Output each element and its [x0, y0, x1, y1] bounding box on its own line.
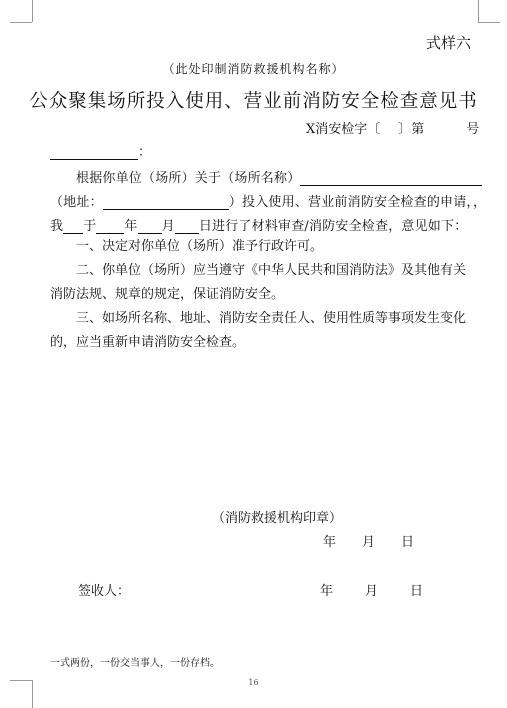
org-blank[interactable]	[63, 219, 83, 234]
addressee-colon: ：	[138, 145, 152, 160]
opinion-item-3: 三、如场所名称、地址、消防安全责任人、使用性质等事项发生变化的，应当重新申请消防安全检查。	[50, 311, 467, 350]
doc-number-close: 〕第	[398, 122, 425, 137]
day-blank[interactable]	[175, 219, 199, 234]
issue-month-label: 月	[362, 535, 376, 550]
crop-mark-top-left-h	[10, 22, 32, 23]
year-blank[interactable]	[96, 219, 124, 234]
sign-day-label: 日	[410, 584, 424, 599]
issue-day-label: 日	[401, 535, 415, 550]
seal-label: （消防救援机构印章）	[212, 511, 343, 526]
address-blank[interactable]	[103, 195, 229, 210]
year-label: 年	[124, 219, 138, 234]
crop-mark-top-left-v	[32, 0, 33, 22]
agency-name-placeholder: （此处印制消防救援机构名称）	[162, 62, 345, 76]
crop-mark-top-right-h	[478, 22, 500, 23]
sign-year-label: 年	[320, 584, 334, 599]
month-label: 月	[161, 219, 175, 234]
addressee-blank[interactable]	[50, 145, 138, 160]
body-line-1	[76, 167, 482, 186]
month-blank[interactable]	[138, 219, 162, 234]
style-label: 式样六	[426, 34, 472, 52]
signee-label: 签收人：	[78, 584, 131, 599]
opinion-item-1: 一、决定对你单位（场所）准予行政许可。	[76, 239, 324, 254]
date-on: 于	[83, 219, 97, 234]
opinion-item-2: 二、你单位（场所）应当遵守《中华人民共和国消防法》及其他有关消防法规、规章的规定，保证消防安全。	[50, 263, 467, 302]
addressee-line	[50, 141, 151, 160]
document-title: 公众聚集场所投入使用、营业前消防安全检查意见书	[29, 91, 478, 112]
body-line-3	[50, 215, 467, 234]
doc-number-prefix: X消安检字〔	[306, 122, 381, 137]
address-open: （地址：	[50, 195, 103, 210]
body-line-3-text: 日进行了材料审查/消防安全检查，意见如下：	[198, 219, 468, 234]
venue-name-blank[interactable]	[300, 171, 482, 186]
crop-mark-top-right-v	[478, 0, 479, 22]
document-number	[306, 118, 479, 137]
doc-number-suffix: 号	[466, 122, 480, 137]
org-prefix: 我	[50, 219, 64, 234]
body-line-2	[50, 191, 486, 210]
signee-date	[320, 580, 423, 599]
sign-month-label: 月	[365, 584, 379, 599]
issue-date	[323, 531, 414, 550]
body-line-1-text: 根据你单位（场所）关于（场所名称）	[76, 171, 301, 186]
page-number: 16	[248, 678, 259, 687]
body-line-2-text: ）投入使用、营业前消防安全检查的申请，，	[228, 195, 487, 210]
footnote: 一式两份，一份交当事人，一份存档。	[50, 658, 220, 669]
issue-year-label: 年	[323, 535, 337, 550]
